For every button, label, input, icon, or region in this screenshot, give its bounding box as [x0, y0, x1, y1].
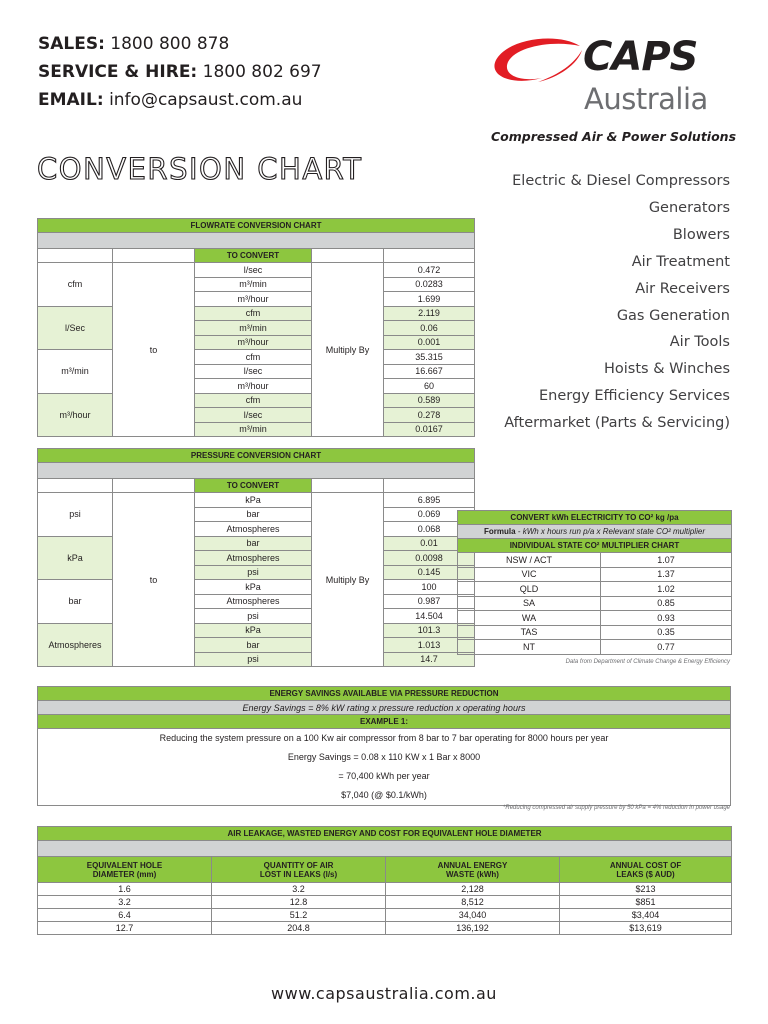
unit-cell: bar [38, 580, 113, 624]
multiply-cell: Multiply By [312, 263, 384, 437]
blank-cell [312, 479, 384, 493]
annual-cost: $213 [560, 883, 732, 896]
service-item: Electric & Diesel Compressors [512, 173, 730, 189]
header-line: EQUIVALENT HOLE [86, 860, 163, 870]
unit-cell: Atmospheres [38, 623, 113, 667]
leakage-title: AIR LEAKAGE, WASTED ENERGY AND COST FOR EQUIVALENT HOLE DIAMETER [38, 827, 732, 841]
service-item: Gas Generation [616, 307, 730, 324]
logo-tagline: Compressed Air & Power Solutions [491, 129, 737, 144]
table-row [38, 909, 732, 922]
blank-cell [38, 479, 113, 493]
flowrate-title: FLOWRATE CONVERSION CHART [38, 219, 475, 233]
example-line: Reducing the system pressure on a 100 Kw air compressor from 8 bar to 7 bar operating for 8000 hours per year [159, 733, 609, 743]
target-unit: cfm [195, 350, 312, 365]
website-link[interactable]: www.capsaustralia.com.au [271, 984, 497, 1003]
target-unit: m³/hour [195, 335, 312, 350]
factor-value: 1.699 [384, 292, 475, 307]
grey-band [38, 233, 475, 249]
multiply-cell: Multiply By [312, 493, 384, 667]
flowrate-table [37, 218, 475, 437]
sales-line [38, 30, 322, 58]
email-line [38, 86, 322, 114]
hole-diameter: 12.7 [38, 922, 212, 935]
column-header [386, 857, 560, 883]
factor-value: 6.895 [384, 493, 475, 508]
to-cell: to [113, 493, 195, 667]
factor-value: 0.068 [384, 522, 475, 537]
sales-label: SALES: [38, 34, 105, 54]
co2-subtitle: INDIVIDUAL STATE CO² MULTIPLIER CHART [458, 539, 732, 553]
state-multiplier: 0.77 [601, 640, 732, 655]
hole-diameter: 1.6 [38, 883, 212, 896]
formula-label: Formula [484, 527, 516, 536]
table-row [38, 896, 732, 909]
service-line [38, 58, 322, 86]
factor-value: 0.278 [384, 408, 475, 423]
annual-cost: $3,404 [560, 909, 732, 922]
example-line: = 70,400 kWh per year [338, 771, 430, 781]
column-header [38, 857, 212, 883]
energy-title: ENERGY SAVINGS AVAILABLE VIA PRESSURE REDUCTION [38, 687, 731, 701]
target-unit: m³/min [195, 422, 312, 437]
factor-value: 100 [384, 580, 475, 595]
header-line: WASTE (kWh) [446, 869, 499, 879]
target-unit: psi [195, 565, 312, 580]
target-unit: Atmospheres [195, 551, 312, 566]
state-multiplier: 0.93 [601, 611, 732, 626]
target-unit: m³/hour [195, 379, 312, 394]
to-cell: to [113, 263, 195, 437]
air-lost: 3.2 [212, 883, 386, 896]
state-name: SA [458, 596, 601, 611]
header-line: LEAKS ($ AUD) [616, 869, 675, 879]
service-item: Air Treatment [631, 253, 730, 270]
state-name: TAS [458, 625, 601, 640]
contact-block [38, 30, 322, 114]
blank-cell [384, 479, 475, 493]
state-multiplier: 1.02 [601, 582, 732, 597]
header-line: QUANTITY OF AIR [263, 860, 334, 870]
pressure-table [37, 448, 475, 667]
factor-value: 16.667 [384, 364, 475, 379]
factor-value: 0.06 [384, 321, 475, 336]
air-leakage-table [37, 826, 732, 935]
target-unit: bar [195, 638, 312, 653]
pressure-title: PRESSURE CONVERSION CHART [38, 449, 475, 463]
co2-title: CONVERT kWh ELECTRICITY TO CO² kg /pa [458, 511, 732, 525]
page-title: CONVERSION CHART [37, 152, 363, 186]
co2-formula [458, 525, 732, 539]
state-name: NT [458, 640, 601, 655]
unit-cell: m³/hour [38, 393, 113, 437]
sales-phone[interactable]: 1800 800 878 [110, 34, 230, 54]
air-lost: 51.2 [212, 909, 386, 922]
grey-band [38, 841, 732, 857]
to-convert-header: TO CONVERT [195, 249, 312, 263]
pressure-reduction-note: *Reducing compressed air supply pressure by 50 kPa = 4% reduction in power usage [503, 805, 730, 811]
target-unit: kPa [195, 493, 312, 508]
to-convert-header: TO CONVERT [195, 479, 312, 493]
energy-waste: 2,128 [386, 883, 560, 896]
target-unit: l/sec [195, 364, 312, 379]
example-body [38, 729, 731, 806]
energy-savings-table [37, 686, 731, 806]
factor-value: 1.013 [384, 638, 475, 653]
example-title: EXAMPLE 1: [38, 715, 731, 729]
caps-logo [488, 30, 738, 150]
air-lost: 204.8 [212, 922, 386, 935]
table-row [38, 922, 732, 935]
target-unit: l/sec [195, 408, 312, 423]
target-unit: bar [195, 536, 312, 551]
header-line: LOST IN LEAKS (l/s) [259, 869, 338, 879]
target-unit: cfm [195, 393, 312, 408]
air-lost: 12.8 [212, 896, 386, 909]
state-name: VIC [458, 567, 601, 582]
hole-diameter: 6.4 [38, 909, 212, 922]
service-item: Air Tools [669, 334, 730, 351]
energy-waste: 136,192 [386, 922, 560, 935]
annual-cost: $13,619 [560, 922, 732, 935]
blank-cell [113, 479, 195, 493]
factor-value: 0.472 [384, 263, 475, 278]
energy-waste: 8,512 [386, 896, 560, 909]
target-unit: Atmospheres [195, 522, 312, 537]
state-name: QLD [458, 582, 601, 597]
unit-cell: l/Sec [38, 306, 113, 350]
state-name: NSW / ACT [458, 553, 601, 568]
service-item: Aftermarket (Parts & Servicing) [504, 415, 730, 432]
email-link[interactable]: info@capsaust.com.au [109, 90, 303, 110]
factor-value: 14.7 [384, 652, 475, 667]
service-item: Blowers [672, 226, 730, 243]
state-multiplier: 0.35 [601, 625, 732, 640]
co2-table [457, 510, 732, 655]
unit-cell: kPa [38, 536, 113, 580]
factor-value: 14.504 [384, 609, 475, 624]
state-multiplier: 1.37 [601, 567, 732, 582]
header-line: ANNUAL ENERGY [437, 860, 508, 870]
logo-wordmark: CAPS [583, 34, 698, 80]
state-name: WA [458, 611, 601, 626]
header-line: DIAMETER (mm) [92, 869, 157, 879]
example-line: $7,040 (@ $0.1/kWh) [341, 790, 427, 800]
target-unit: kPa [195, 580, 312, 595]
target-unit: m³/min [195, 277, 312, 292]
target-unit: psi [195, 652, 312, 667]
target-unit: kPa [195, 623, 312, 638]
grey-band [38, 463, 475, 479]
state-multiplier: 1.07 [601, 553, 732, 568]
services-list [504, 168, 730, 437]
unit-cell: m³/min [38, 350, 113, 394]
swoosh-logo-icon [488, 34, 588, 94]
blank-cell [384, 249, 475, 263]
service-label: SERVICE & HIRE: [38, 62, 198, 82]
service-item: Air Receivers [635, 280, 730, 297]
factor-value: 35.315 [384, 350, 475, 365]
unit-cell: psi [38, 493, 113, 537]
target-unit: bar [195, 507, 312, 522]
factor-value: 60 [384, 379, 475, 394]
target-unit: Atmospheres [195, 594, 312, 609]
factor-value: 101.3 [384, 623, 475, 638]
hole-diameter: 3.2 [38, 896, 212, 909]
blank-cell [312, 249, 384, 263]
factor-value: 2.119 [384, 306, 475, 321]
factor-value: 0.0283 [384, 277, 475, 292]
factor-value: 0.01 [384, 536, 475, 551]
formula-text: - kWh x hours run p/a x Relevant state CO² multiplier [515, 527, 705, 536]
co2-source-note: Data from Department of Climate Change & Energy Efficiency [565, 659, 730, 665]
energy-waste: 34,040 [386, 909, 560, 922]
header-line: ANNUAL COST OF [609, 860, 682, 870]
example-line: Energy Savings = 0.08 x 110 KW x 1 Bar x 8000 [287, 752, 481, 762]
annual-cost: $851 [560, 896, 732, 909]
service-phone[interactable]: 1800 802 697 [202, 62, 322, 82]
factor-value: 0.589 [384, 393, 475, 408]
factor-value: 0.001 [384, 335, 475, 350]
email-label: EMAIL: [38, 90, 104, 110]
service-item: Energy Efficiency Services [539, 388, 730, 405]
blank-cell [113, 249, 195, 263]
logo-subtitle: Australia [584, 82, 708, 116]
factor-value: 0.145 [384, 565, 475, 580]
target-unit: m³/min [195, 321, 312, 336]
factor-value: 0.987 [384, 594, 475, 609]
factor-value: 0.069 [384, 507, 475, 522]
target-unit: psi [195, 609, 312, 624]
factor-value: 0.0167 [384, 422, 475, 437]
target-unit: m³/hour [195, 292, 312, 307]
unit-cell: cfm [38, 263, 113, 307]
energy-formula: Energy Savings = 8% kW rating x pressure reduction x operating hours [38, 701, 731, 715]
target-unit: l/sec [195, 263, 312, 278]
factor-value: 0.0098 [384, 551, 475, 566]
blank-cell [38, 249, 113, 263]
table-row [38, 883, 732, 896]
service-item: Hoists & Winches [604, 361, 730, 378]
state-multiplier: 0.85 [601, 596, 732, 611]
column-header [212, 857, 386, 883]
target-unit: cfm [195, 306, 312, 321]
service-item: Generators [648, 199, 730, 216]
column-header [560, 857, 732, 883]
